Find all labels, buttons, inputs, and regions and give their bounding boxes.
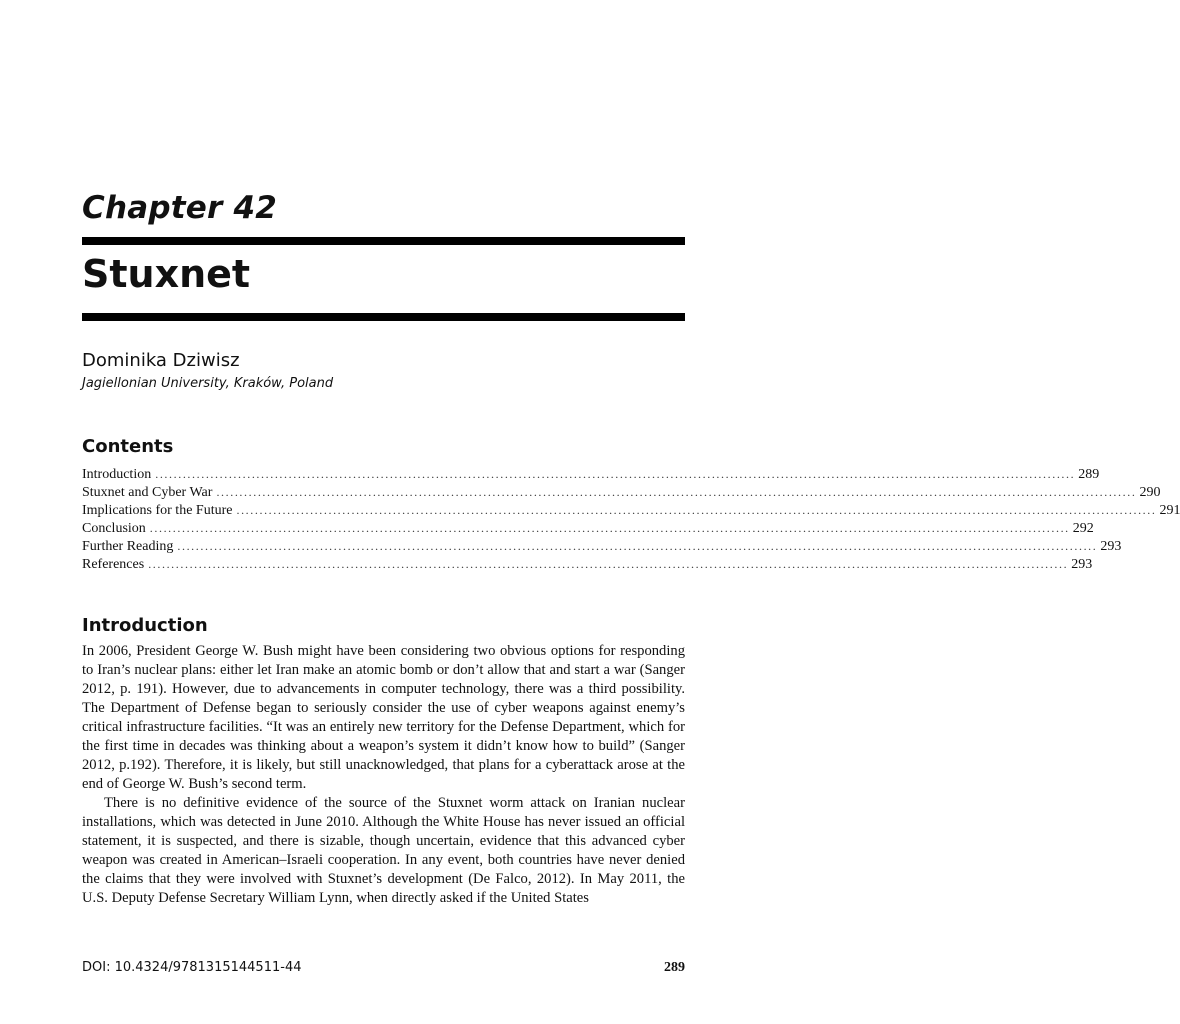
toc-entry-title: Further Reading bbox=[82, 539, 174, 554]
author-name: Dominika Dziwisz bbox=[82, 350, 240, 371]
introduction-body bbox=[82, 642, 685, 908]
toc-entry-page: 293 bbox=[1100, 539, 1122, 554]
toc-entry-title: Stuxnet and Cyber War bbox=[82, 485, 213, 500]
toc-leader-dots: ........................................................................................................................................................................................................ bbox=[148, 557, 1069, 571]
introduction-heading: Introduction bbox=[82, 615, 208, 636]
doi-text: DOI: 10.4324/9781315144511-44 bbox=[82, 960, 302, 975]
toc-entry-page: 291 bbox=[1159, 503, 1180, 518]
page-number: 289 bbox=[664, 960, 685, 975]
toc-leader-dots: ........................................................................................................................................................................................................ bbox=[216, 485, 1137, 499]
toc-entry-title: Implications for the Future bbox=[82, 503, 233, 518]
toc-entry-title: References bbox=[82, 557, 145, 572]
chapter-label: Chapter 42 bbox=[82, 190, 277, 226]
toc-entry-page: 293 bbox=[1071, 557, 1093, 572]
toc-entry-page: 292 bbox=[1072, 521, 1094, 536]
toc-leader-dots: ........................................................................................................................................................................................................ bbox=[236, 503, 1157, 517]
chapter-rule-bottom bbox=[82, 313, 685, 321]
toc-entry-page: 289 bbox=[1078, 467, 1100, 482]
author-affiliation: Jagiellonian University, Kraków, Poland bbox=[82, 376, 334, 391]
toc-entry[interactable] bbox=[82, 555, 1093, 573]
body-paragraph: In 2006, President George W. Bush might have been considering two obvious options for responding to Iran’s nuclear plans: either let Iran make an atomic bomb or don’t allow that and start a war (Sanger 2012, p. 191). However, due to advancements in computer technology, there was a third possibility. The Department of Defense began to seriously consider the use of cyber weapons against enemy’s critical infrastructure facilities. “It was an entirely new territory for the Defense Department, which for the first time in decades was thinking about a weapon’s system it didn’t know how to build” (Sanger 2012, p.192). Therefore, it is likely, but still unacknowledged, that plans for a cyberattack arose at the end of George W. Bush’s second term. bbox=[82, 643, 685, 792]
toc-entry[interactable] bbox=[82, 537, 1122, 555]
table-of-contents bbox=[82, 465, 1180, 573]
toc-leader-dots: ........................................................................................................................................................................................................ bbox=[177, 539, 1098, 553]
chapter-title: Stuxnet bbox=[82, 252, 251, 296]
chapter-rule-top bbox=[82, 237, 685, 245]
toc-leader-dots: ........................................................................................................................................................................................................ bbox=[155, 467, 1076, 481]
toc-entry-title: Introduction bbox=[82, 467, 152, 482]
toc-leader-dots: ........................................................................................................................................................................................................ bbox=[149, 521, 1070, 535]
toc-entry[interactable] bbox=[82, 483, 1161, 501]
toc-entry[interactable] bbox=[82, 465, 1100, 483]
toc-entry-title: Conclusion bbox=[82, 521, 146, 536]
toc-entry-page: 290 bbox=[1139, 485, 1161, 500]
body-paragraph: There is no definitive evidence of the source of the Stuxnet worm attack on Iranian nuclear installations, which was detected in June 2010. Although the White House has never issued an official statement, it is suspected, and there is sizable, though uncertain, evidence that this advanced cyber weapon was created in American–Israeli cooperation. In any event, both countries have never denied the claims that they were involved with Stuxnet’s development (De Falco, 2012). In May 2011, the U.S. Deputy Defense Secretary William Lynn, when directly asked if the United States bbox=[82, 795, 685, 906]
toc-entry[interactable] bbox=[82, 519, 1094, 537]
toc-entry[interactable] bbox=[82, 501, 1180, 519]
page-footer bbox=[82, 960, 685, 976]
contents-heading: Contents bbox=[82, 436, 174, 457]
